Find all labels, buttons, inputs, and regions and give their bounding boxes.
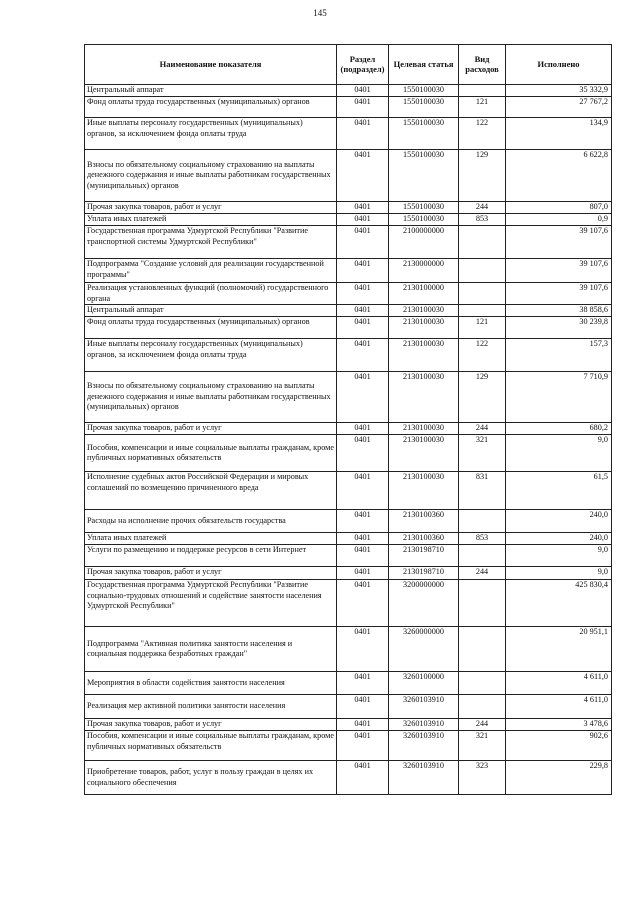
row-name: Прочая закупка товаров, работ и услуг (85, 567, 337, 580)
row-amount: 3 478,6 (506, 719, 612, 731)
row-name: Центральный аппарат (85, 85, 337, 97)
row-section: 0401 (337, 472, 389, 510)
row-amount: 807,0 (506, 202, 612, 214)
row-amount: 39 107,6 (506, 226, 612, 259)
row-amount: 902,6 (506, 731, 612, 761)
row-expense-type (459, 580, 506, 627)
table-row (85, 317, 612, 339)
table-row (85, 672, 612, 695)
table-row (85, 545, 612, 567)
row-expense-type (459, 259, 506, 283)
row-target: 1550100030 (389, 150, 459, 202)
row-amount: 134,9 (506, 118, 612, 150)
row-section: 0401 (337, 545, 389, 567)
row-expense-type: 244 (459, 719, 506, 731)
row-target: 1550100030 (389, 85, 459, 97)
row-section: 0401 (337, 695, 389, 719)
table-row (85, 567, 612, 580)
row-name: Государственная программа Удмуртской Республики "Развитие транспортной системы Удмуртской Республики" (85, 226, 337, 259)
row-name: Мероприятия в области содействия занятости населения (85, 672, 337, 695)
row-target: 3260103910 (389, 731, 459, 761)
row-target: 3260103910 (389, 761, 459, 795)
row-target: 1550100030 (389, 118, 459, 150)
table-row (85, 214, 612, 226)
row-name: Услуги по размещению и поддержке ресурсов в сети Интернет (85, 545, 337, 567)
table-row (85, 118, 612, 150)
row-target: 1550100030 (389, 97, 459, 118)
row-amount: 35 332,9 (506, 85, 612, 97)
row-name: Фонд оплаты труда государственных (муниципальных) органов (85, 97, 337, 118)
table-row (85, 85, 612, 97)
row-target: 2130100030 (389, 472, 459, 510)
row-amount: 0,9 (506, 214, 612, 226)
row-expense-type: 831 (459, 472, 506, 510)
row-section: 0401 (337, 533, 389, 545)
row-target: 2130100030 (389, 317, 459, 339)
row-section: 0401 (337, 372, 389, 423)
header-expense-type: Вид расходов (459, 45, 506, 85)
row-target: 2130198710 (389, 567, 459, 580)
row-name: Пособия, компенсации и иные социальные выплаты гражданам, кроме публичных нормативных обязательств (85, 731, 337, 761)
row-target: 1550100030 (389, 202, 459, 214)
row-name: Подпрограмма "Создание условий для реализации государственной программы" (85, 259, 337, 283)
table-row (85, 435, 612, 472)
page-number: 145 (313, 8, 327, 18)
row-target: 2130000000 (389, 259, 459, 283)
row-target: 3260103910 (389, 695, 459, 719)
row-amount: 30 239,8 (506, 317, 612, 339)
row-target: 2130198710 (389, 545, 459, 567)
row-name: Приобретение товаров, работ, услуг в пользу граждан в целях их социального обеспечения (85, 761, 337, 795)
table-row (85, 259, 612, 283)
row-name: Прочая закупка товаров, работ и услуг (85, 719, 337, 731)
table-row (85, 580, 612, 627)
row-expense-type: 323 (459, 761, 506, 795)
row-target: 2130100360 (389, 510, 459, 533)
row-section: 0401 (337, 435, 389, 472)
row-expense-type: 321 (459, 731, 506, 761)
row-expense-type: 244 (459, 202, 506, 214)
row-name: Центральный аппарат (85, 305, 337, 317)
row-name: Исполнение судебных актов Российской Федерации и мировых соглашений по возмещению причиненного вреда (85, 472, 337, 510)
row-name: Взносы по обязательному социальному страхованию на выплаты денежного содержания и иные выплаты работникам государственных (муниципальных) органов (85, 372, 337, 423)
row-expense-type: 244 (459, 567, 506, 580)
row-amount: 9,0 (506, 545, 612, 567)
row-section: 0401 (337, 283, 389, 305)
row-expense-type (459, 627, 506, 672)
table-row (85, 305, 612, 317)
row-expense-type: 853 (459, 533, 506, 545)
row-name: Взносы по обязательному социальному страхованию на выплаты денежного содержания и иные выплаты работникам государственных (муниципальных) органов (85, 150, 337, 202)
row-name: Реализация установленных функций (полномочий) государственного органа (85, 283, 337, 305)
table-row (85, 97, 612, 118)
table-row (85, 339, 612, 372)
row-section: 0401 (337, 317, 389, 339)
row-amount: 157,3 (506, 339, 612, 372)
row-section: 0401 (337, 731, 389, 761)
row-target: 2130100030 (389, 372, 459, 423)
row-amount: 39 107,6 (506, 259, 612, 283)
budget-table (84, 44, 612, 795)
row-amount: 38 858,6 (506, 305, 612, 317)
row-expense-type: 244 (459, 423, 506, 435)
row-section: 0401 (337, 423, 389, 435)
row-amount: 39 107,6 (506, 283, 612, 305)
table-row (85, 423, 612, 435)
table-row (85, 510, 612, 533)
row-name: Прочая закупка товаров, работ и услуг (85, 423, 337, 435)
row-section: 0401 (337, 719, 389, 731)
row-amount: 6 622,8 (506, 150, 612, 202)
header-target: Целевая статья (389, 45, 459, 85)
row-target: 2130100030 (389, 423, 459, 435)
row-amount: 425 830,4 (506, 580, 612, 627)
row-section: 0401 (337, 97, 389, 118)
row-name: Расходы на исполнение прочих обязательств государства (85, 510, 337, 533)
table-row (85, 372, 612, 423)
row-section: 0401 (337, 85, 389, 97)
row-amount: 229,8 (506, 761, 612, 795)
row-amount: 4 611,0 (506, 695, 612, 719)
table-row (85, 202, 612, 214)
row-expense-type (459, 672, 506, 695)
row-expense-type: 321 (459, 435, 506, 472)
row-name: Уплата иных платежей (85, 533, 337, 545)
row-section: 0401 (337, 339, 389, 372)
table-row (85, 226, 612, 259)
row-name: Реализация мер активной политики занятости населения (85, 695, 337, 719)
row-section: 0401 (337, 259, 389, 283)
table-row (85, 731, 612, 761)
row-target: 3260103910 (389, 719, 459, 731)
row-expense-type: 122 (459, 118, 506, 150)
row-expense-type (459, 510, 506, 533)
row-name: Уплата иных платежей (85, 214, 337, 226)
row-expense-type (459, 85, 506, 97)
header-section: Раздел (подраздел) (337, 45, 389, 85)
row-amount: 20 951,1 (506, 627, 612, 672)
row-amount: 4 611,0 (506, 672, 612, 695)
row-expense-type: 122 (459, 339, 506, 372)
row-expense-type: 129 (459, 372, 506, 423)
header-executed: Исполнено (506, 45, 612, 85)
row-expense-type (459, 226, 506, 259)
row-section: 0401 (337, 305, 389, 317)
row-name: Подпрограмма "Активная политика занятости населения и социальная поддержка безработных граждан" (85, 627, 337, 672)
row-name: Фонд оплаты труда государственных (муниципальных) органов (85, 317, 337, 339)
row-target: 3260100000 (389, 672, 459, 695)
row-name: Иные выплаты персоналу государственных (муниципальных) органов, за исключением фонда оплаты труда (85, 339, 337, 372)
row-amount: 27 767,2 (506, 97, 612, 118)
table-header (85, 45, 612, 85)
row-name: Прочая закупка товаров, работ и услуг (85, 202, 337, 214)
row-expense-type: 121 (459, 317, 506, 339)
row-expense-type: 129 (459, 150, 506, 202)
table-row (85, 695, 612, 719)
row-section: 0401 (337, 580, 389, 627)
row-section: 0401 (337, 510, 389, 533)
table-row (85, 533, 612, 545)
row-expense-type (459, 545, 506, 567)
row-section: 0401 (337, 672, 389, 695)
row-section: 0401 (337, 627, 389, 672)
row-section: 0401 (337, 150, 389, 202)
row-target: 2130100000 (389, 283, 459, 305)
table-row (85, 627, 612, 672)
row-target: 3260000000 (389, 627, 459, 672)
row-section: 0401 (337, 202, 389, 214)
row-section: 0401 (337, 214, 389, 226)
row-amount: 9,0 (506, 567, 612, 580)
row-target: 2130100030 (389, 339, 459, 372)
table-row (85, 283, 612, 305)
table-row (85, 472, 612, 510)
header-name: Наименование показателя (85, 45, 337, 85)
row-amount: 61,5 (506, 472, 612, 510)
row-name: Иные выплаты персоналу государственных (муниципальных) органов, за исключением фонда оплаты труда (85, 118, 337, 150)
row-target: 2100000000 (389, 226, 459, 259)
row-section: 0401 (337, 761, 389, 795)
row-section: 0401 (337, 118, 389, 150)
row-target: 2130100030 (389, 435, 459, 472)
row-section: 0401 (337, 226, 389, 259)
row-expense-type: 121 (459, 97, 506, 118)
row-amount: 240,0 (506, 510, 612, 533)
table-row (85, 761, 612, 795)
row-section: 0401 (337, 567, 389, 580)
row-name: Государственная программа Удмуртской Республики "Развитие социально-трудовых отношений и содействие занятости населения Удмуртской Республики" (85, 580, 337, 627)
table-row (85, 719, 612, 731)
row-target: 3200000000 (389, 580, 459, 627)
row-amount: 240,0 (506, 533, 612, 545)
row-expense-type (459, 695, 506, 719)
row-name: Пособия, компенсации и иные социальные выплаты гражданам, кроме публичных нормативных обязательств (85, 435, 337, 472)
row-amount: 7 710,9 (506, 372, 612, 423)
row-target: 1550100030 (389, 214, 459, 226)
row-expense-type (459, 283, 506, 305)
table-row (85, 150, 612, 202)
row-amount: 680,2 (506, 423, 612, 435)
row-target: 2130100360 (389, 533, 459, 545)
row-amount: 9,0 (506, 435, 612, 472)
row-target: 2130100030 (389, 305, 459, 317)
row-expense-type: 853 (459, 214, 506, 226)
row-expense-type (459, 305, 506, 317)
